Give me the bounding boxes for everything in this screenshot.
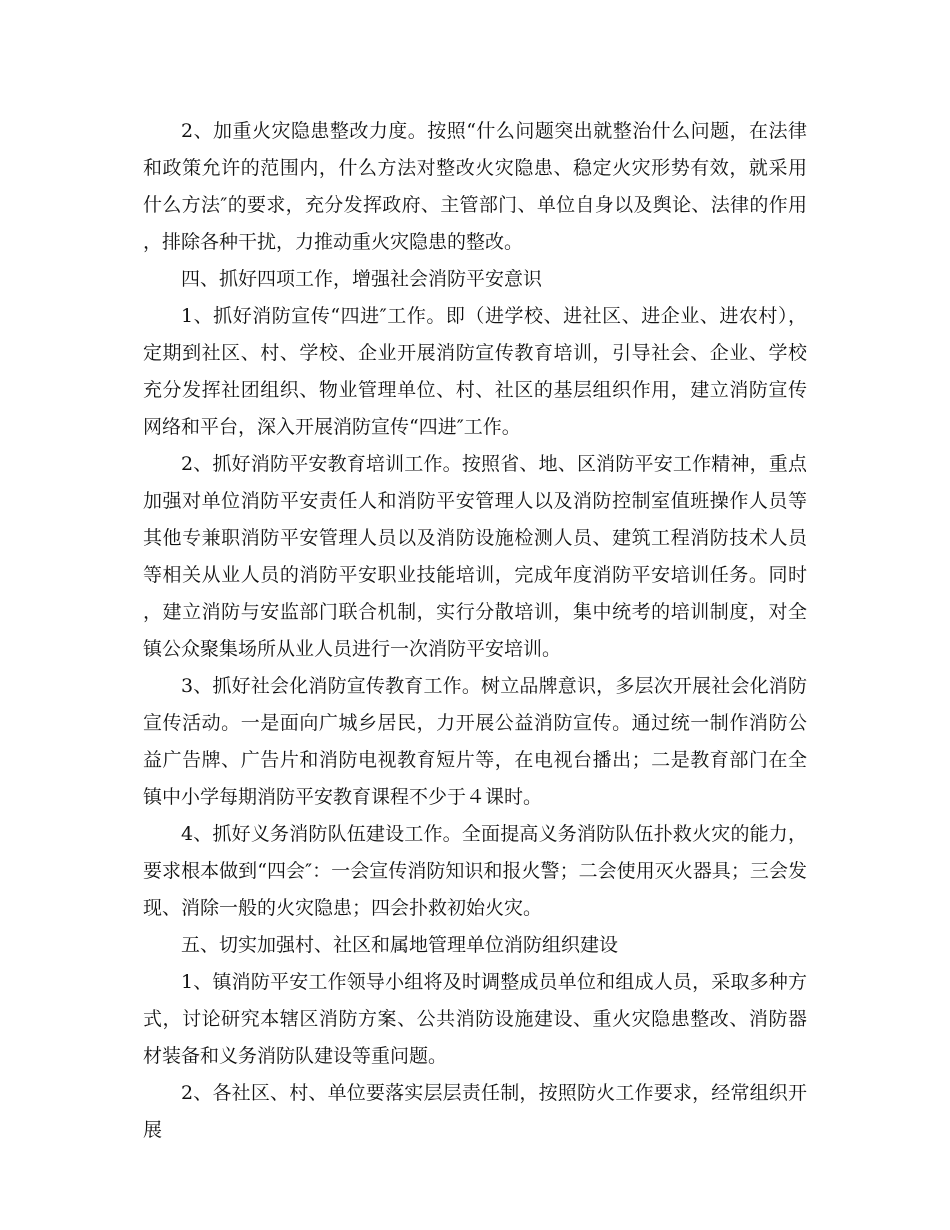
paragraph-social-publicity: 3、抓好社会化消防宣传教育工作。树立品牌意识，多层次开展社会化消防宣传活动。一是面向广城乡居民，力开展公益消防宣传。通过统一制作消防公益广告牌、广告片和消防电视教育短片等，在电视台播出；二是教育部门在全镇中小学每期消防平安教育课程不少于４课时。 xyxy=(143,675,807,808)
paragraph-fire-hazard-rectification: 2、加重火灾隐患整改力度。按照“什么问题突出就整治什么问题，在法律和政策允许的范围内，什么方法对整改火灾隐患、稳定火灾形势有效，就采用什么方法″的要求，充分发挥政府、主管部门、单位自身以及舆论、法律的作用，排除各种干扰，力推动重火灾隐患的整改。 xyxy=(143,120,807,253)
paragraph-responsibility-system: 2、各社区、村、单位要落实层层责任制，按照防火工作要求，经常组织开展 xyxy=(143,1082,807,1141)
section-heading-four-tasks: 四、抓好四项工作，增强社会消防平安意识 xyxy=(181,268,543,290)
paragraph-leading-group: 1、镇消防平安工作领导小组将及时调整成员单位和组成人员，采取多种方式，讨论研究本辖区消防方案、公共消防设施建设、重火灾隐患整改、消防器材装备和义务消防队建设等重问题。 xyxy=(143,971,807,1067)
document-body xyxy=(143,113,807,1149)
paragraph-safety-training: 2、抓好消防平安教育培训工作。按照省、地、区消防平安工作精神，重点加强对单位消防平安责任人和消防平安管理人以及消防控制室值班操作人员等其他专兼职消防平安管理人员以及消防设施检测人员、建筑工程消防技术人员等相关从业人员的消防平安职业技能培训，完成年度消防平安培训任务。同时，建立消防与安监部门联合机制，实行分散培训，集中统考的培训制度，对全镇公众聚集场所从业人员进行一次消防平安培训。 xyxy=(143,453,807,660)
section-heading-organization: 五、切实加强村、社区和属地管理单位消防组织建设 xyxy=(181,934,619,956)
paragraph-volunteer-brigade: 4、抓好义务消防队伍建设工作。全面提高义务消防队伍扑救火灾的能力，要求根本做到“四会″：一会宣传消防知识和报火警；二会使用灭火器具；三会发现、消除一般的火灾隐患；四会扑救初始火灾。 xyxy=(143,823,807,919)
paragraph-four-entries-publicity: 1、抓好消防宣传“四进″工作。即（进学校、进社区、进企业、进农村），定期到社区、村、学校、企业开展消防宣传教育培训，引导社会、企业、学校充分发挥社团组织、物业管理单位、村、社区的基层组织作用，建立消防宣传网络和平台，深入开展消防宣传“四进″工作。 xyxy=(143,305,807,438)
